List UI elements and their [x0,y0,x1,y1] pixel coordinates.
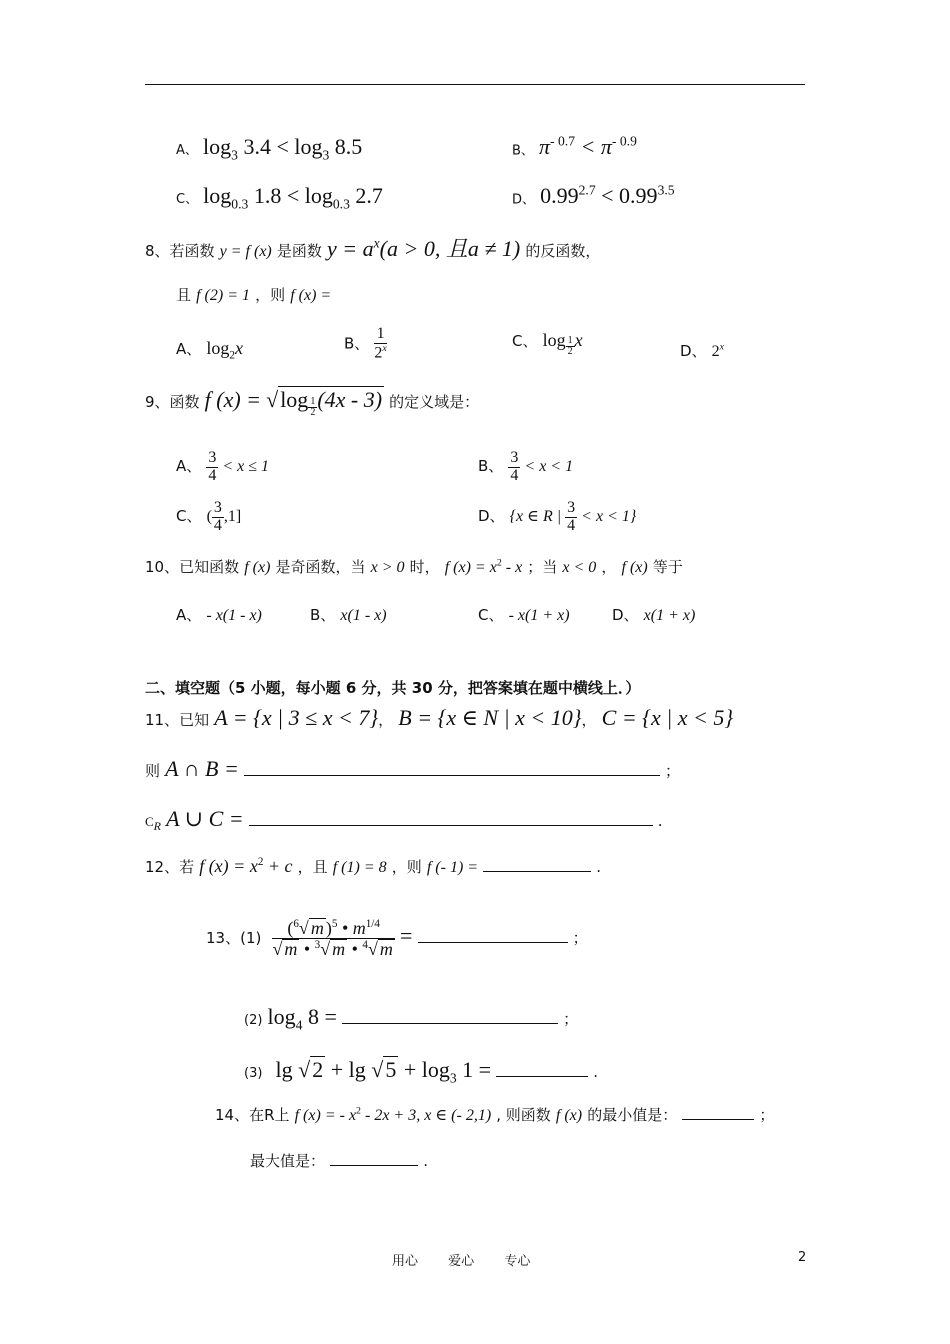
q8-stem: 8、若函数 y = f (x) 是函数 $y = a^x(a > 0$, 且a ≠ 1) 的反函数， [145,235,601,261]
q7-d-expr: $0.99^{2.7} < 0.99^{3.5}$ [540,183,675,209]
q9-option-b: B、 $\frac{3}{4}$ < x < 1 [478,449,574,484]
q8-option-b: B、 $\frac{1}{2^x}$ [344,325,387,362]
q13-blank-1[interactable] [418,941,568,943]
q14-stem: 14、在R上 f (x) = - $x^2 - 2x + 3$, x ∈ (- 2,1) , 则函数 f (x) 的最小值是： ； [215,1105,775,1124]
q9-stem: 9、函数 f (x) = √log $\frac{1}{2}$ (4x - 3) 的定义域是： [145,387,480,418]
q11-blank-2[interactable] [249,824,653,826]
q10-option-a: A、 - x(1 - x) [176,606,262,624]
q8-condition: 且 f (2) = 1 ，则 f (x) = [176,286,332,304]
q10-option-d: D、 x(1 + x) [612,606,696,624]
q9-option-a: A、 $\frac{3}{4}$ < x ≤ 1 [176,449,270,484]
q12-stem: 12、若 f $(x) = x^2 + c$ ，且 f (1) = 8 ，则 f (- 1) = . [145,856,602,876]
q13-blank-3[interactable] [496,1075,588,1077]
q10-stem: 10、已知函数 f (x) 是奇函数，当 x > 0 时， f $(x) = x^2 - x$ ；当 x < 0 ， f (x) 等于 [145,557,683,576]
page-number: 2 [798,1250,807,1265]
q7-option-a: A、 $\log_3 3.4 < \log_3 8.5$ [176,134,363,163]
q7-c-expr: $\log_{0.3} 1.8 < \log_{0.3} 2.7$ [203,183,383,212]
q9-option-c: C、 ( $\frac{3}{4}$ ,1] [176,499,242,534]
q11-blank-1[interactable] [244,774,660,776]
q11-stem: 11、已知 A = {x | 3 ≤ x < 7}， B = {x ∈ N | x < 10}， C = {x | x < 5} [145,705,734,730]
q10-option-c: C、 - x(1 + x) [478,606,570,624]
q14-blank-min[interactable] [682,1118,754,1120]
q7-option-b: B、 $\pi^{- 0.7} < \pi^{- 0.9}$ [512,134,637,160]
q13-part-1: 13、(1) $\frac{(^6√ m )^5 • m^{1/4}}{√ m • ^3√ m • ^4√ m}$ = ； [206,918,588,959]
q8-option-a: A、 $\log_2x$ [176,338,243,362]
q12-blank[interactable] [483,870,591,872]
q11-line-2: 则 A ∩ B = ； [145,756,681,781]
q13-part-2: (2) $\log_4 8$ = ； [244,1004,579,1033]
footer-motto: 用心 爱心 专心 [392,1254,531,1269]
header-rule [145,84,805,85]
q9-option-d: D、 {x ∈ R | $\frac{3}{4}$ < x < 1} [478,499,637,534]
q13-part-3: (3) $\lg √2 + \lg √5 + \log_3 1$ = . [244,1057,599,1086]
q11-line-3: $C_R$ A ∪ C = . [145,806,663,834]
q14-line-2: 最大值是： . [250,1152,428,1170]
q7-option-d: D、 $0.99^{2.7} < 0.99^{3.5}$ [512,183,675,209]
q13-blank-2[interactable] [342,1022,558,1024]
section-2-title: 二、填空题（5 小题，每小题 6 分，共 30 分，把答案填在题中横线上．） [145,679,641,697]
q8-option-d: D、 2$^x$ [680,341,725,360]
q7-b-expr: $\pi^{- 0.7} < \pi^{- 0.9}$ [539,134,637,160]
q10-option-b: B、 x(1 - x) [310,606,387,624]
q7-option-c: C、 $\log_{0.3} 1.8 < \log_{0.3} 2.7$ [176,183,383,212]
q8-option-c: C、 log $\frac{1}{2}$ x [512,330,583,357]
q7-a-expr: $\log_3 3.4 < \log_3 8.5$ [203,134,363,163]
q14-blank-max[interactable] [330,1164,418,1166]
